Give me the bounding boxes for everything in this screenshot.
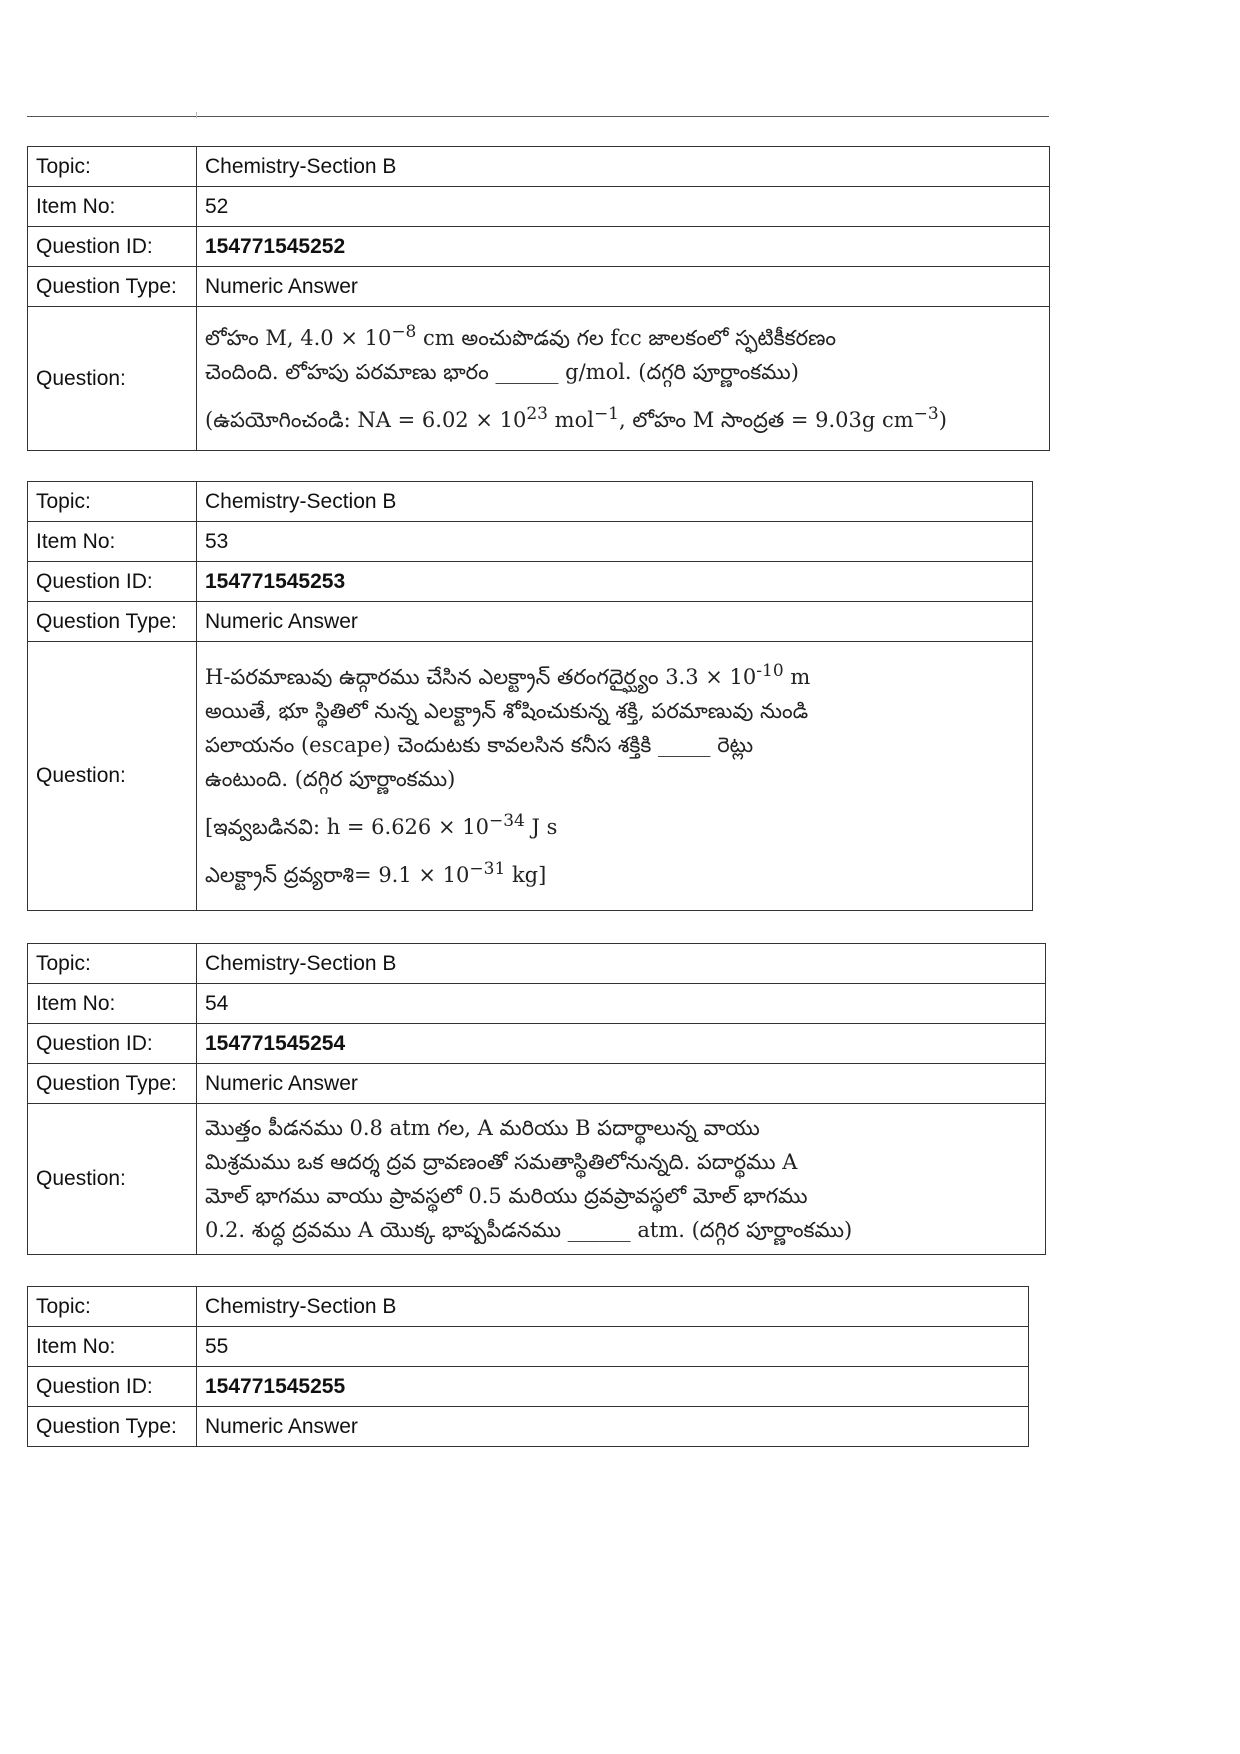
q53-line1: H-పరమాణువు ఉద్గారము చేసిన ఎలక్ట్రాన్ తరంగదైర్ఘ్యం 3.3 × 10: [205, 665, 757, 689]
q53-line6-tail: kg]: [505, 863, 547, 887]
top-rule: [27, 116, 1049, 117]
q54-line1: మొత్తం పీడనము 0.8 atm గల, A మరియు B పదార్థాలున్న వాయు: [205, 1116, 760, 1140]
question-id-label: Question ID:: [28, 1367, 197, 1407]
q53-line6: ఎలక్ట్రాన్ ద్రవ్యరాశి= 9.1 × 10: [205, 863, 470, 887]
topic-label: Topic:: [28, 147, 197, 187]
q52-sup3: −1: [593, 403, 619, 424]
item-no-row: [28, 984, 1046, 1024]
topic-label: Topic:: [28, 1287, 197, 1327]
topic-value: Chemistry-Section B: [197, 482, 1033, 522]
item-no-row: [28, 522, 1033, 562]
q52-line3c: , లోహం M సాంద్రత = 9.03g cm: [619, 407, 914, 432]
question-type-row: [28, 602, 1033, 642]
question-id-value: 154771545255: [197, 1367, 1029, 1407]
topic-row: [28, 482, 1033, 522]
question-row: [28, 307, 1050, 451]
q53-sup3: −31: [469, 859, 506, 879]
q53-line5: [ఇవ్వబడినవి: h = 6.626 × 10: [205, 815, 489, 839]
top-rule-tick: [196, 112, 197, 118]
question-table-53: [27, 481, 1033, 911]
question-type-value: Numeric Answer: [197, 267, 1050, 307]
q54-line3: మోల్ భాగము వాయు ప్రావస్థలో 0.5 మరియు ద్రవప్రావస్థలో మోల్ భాగము: [205, 1184, 808, 1208]
question-type-row: [28, 267, 1050, 307]
question-type-value: Numeric Answer: [197, 602, 1033, 642]
question-table-52: [27, 146, 1050, 451]
question-id-label: Question ID:: [28, 227, 197, 267]
item-no-value: 54: [197, 984, 1046, 1024]
question-id-label: Question ID:: [28, 1024, 197, 1064]
question-text: [197, 307, 1050, 451]
q52-line3d: ): [938, 407, 947, 432]
question-table-54: [27, 943, 1046, 1255]
question-id-row: [28, 1024, 1046, 1064]
q52-line3b: mol: [547, 407, 594, 432]
item-no-row: [28, 187, 1050, 227]
topic-value: Chemistry-Section B: [197, 1287, 1029, 1327]
question-type-value: Numeric Answer: [197, 1407, 1029, 1447]
question-id-value: 154771545252: [197, 227, 1050, 267]
question-type-label: Question Type:: [28, 602, 197, 642]
q53-line2: అయితే, భూ స్థితిలో నున్న ఎలక్ట్రాన్ శోషించుకున్న శక్తి, పరమాణువు నుండి: [205, 699, 809, 723]
topic-row: [28, 944, 1046, 984]
question-text: [197, 1104, 1046, 1255]
q52-sup4: −3: [913, 403, 939, 424]
q52-sup2: 23: [526, 403, 548, 424]
topic-label: Topic:: [28, 944, 197, 984]
q54-line4: 0.2. శుద్ధ ద్రవము A యొక్క భాష్పపీడనము ______ atm. (దగ్గిర పూర్ణాంకము): [205, 1218, 853, 1242]
question-text: [197, 642, 1033, 911]
q54-line2: మిశ్రమము ఒక ఆదర్శ ద్రవ ద్రావణంతో సమతాస్థితిలోనున్నది. పదార్థము A: [205, 1150, 798, 1174]
q52-line1: లోహం M, 4.0 × 10: [205, 325, 392, 350]
item-no-value: 53: [197, 522, 1033, 562]
item-no-label: Item No:: [28, 1327, 197, 1367]
topic-value: Chemistry-Section B: [197, 944, 1046, 984]
item-no-label: Item No:: [28, 984, 197, 1024]
question-id-row: [28, 1367, 1029, 1407]
q53-line1-tail: m: [783, 665, 811, 689]
question-label: Question:: [28, 642, 197, 911]
question-type-label: Question Type:: [28, 1064, 197, 1104]
item-no-row: [28, 1327, 1029, 1367]
q53-line5-tail: J s: [524, 815, 558, 839]
topic-label: Topic:: [28, 482, 197, 522]
question-table-55: [27, 1286, 1029, 1447]
question-row: [28, 642, 1033, 911]
topic-value: Chemistry-Section B: [197, 147, 1050, 187]
topic-row: [28, 1287, 1029, 1327]
item-no-value: 52: [197, 187, 1050, 227]
q52-line1-tail: cm అంచుపొడవు గల fcc జాలకంలో స్ఫటికీకరణం: [416, 325, 837, 350]
item-no-value: 55: [197, 1327, 1029, 1367]
question-label: Question:: [28, 1104, 197, 1255]
question-id-label: Question ID:: [28, 562, 197, 602]
question-type-row: [28, 1064, 1046, 1104]
question-label: Question:: [28, 307, 197, 451]
question-type-label: Question Type:: [28, 267, 197, 307]
question-type-value: Numeric Answer: [197, 1064, 1046, 1104]
q52-line2: చెందింది. లోహపు పరమాణు భారం ______ g/mol. (దగ్గరి పూర్ణాంకము): [205, 359, 799, 384]
question-type-label: Question Type:: [28, 1407, 197, 1447]
question-id-row: [28, 227, 1050, 267]
question-id-value: 154771545253: [197, 562, 1033, 602]
item-no-label: Item No:: [28, 522, 197, 562]
topic-row: [28, 147, 1050, 187]
q53-line4: ఉంటుంది. (దగ్గిర పూర్ణాంకము): [205, 767, 456, 791]
q53-sup2: −34: [488, 811, 525, 831]
question-row: [28, 1104, 1046, 1255]
q53-line3: పలాయనం (escape) చెందుటకు కావలసిన కనీస శక్తికి _____ రెట్లు: [205, 733, 754, 757]
q53-sup1: -10: [756, 661, 784, 681]
item-no-label: Item No:: [28, 187, 197, 227]
question-id-row: [28, 562, 1033, 602]
question-type-row: [28, 1407, 1029, 1447]
question-id-value: 154771545254: [197, 1024, 1046, 1064]
q52-line3a: (ఉపయోగించండి: NA = 6.02 × 10: [205, 407, 527, 432]
q52-sup1: −8: [391, 321, 417, 342]
